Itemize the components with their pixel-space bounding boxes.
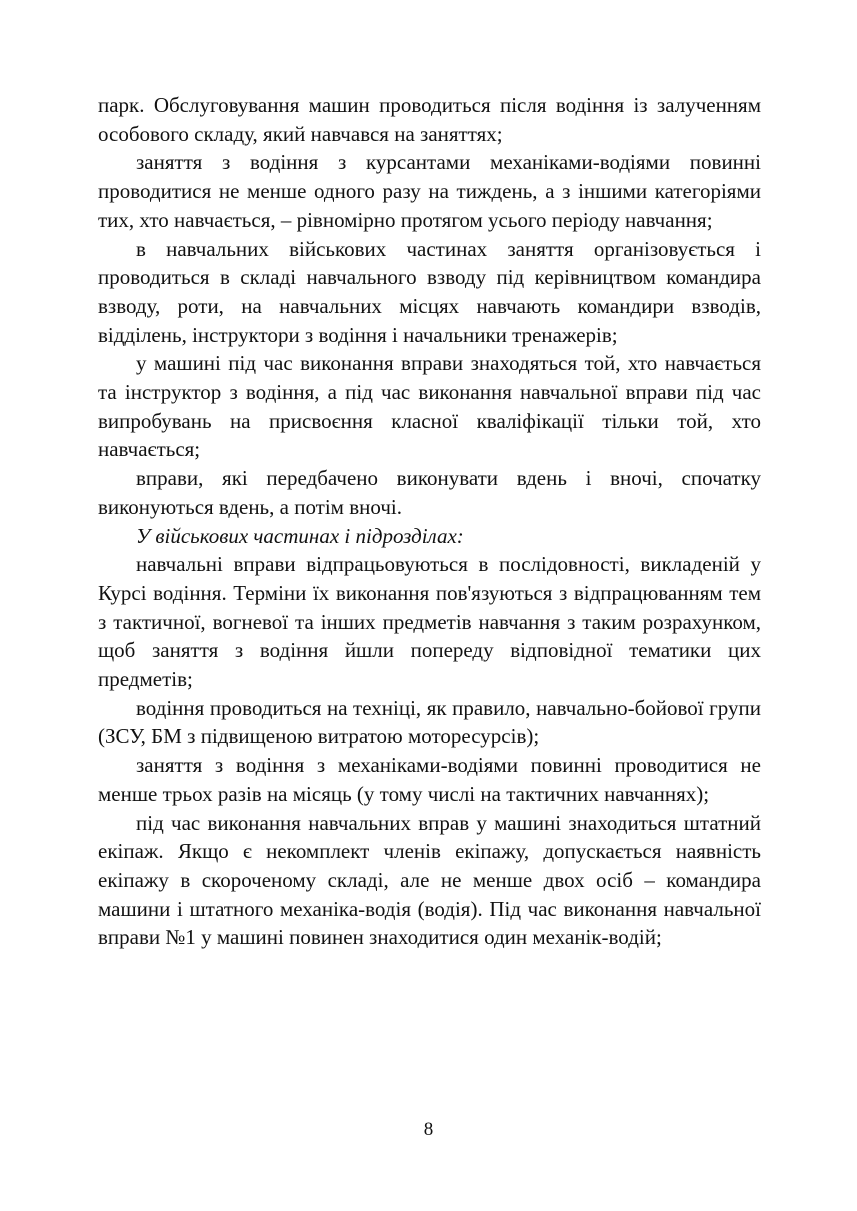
paragraph: у машині під час виконання вправи знаходяться той, хто навчається та інструктор з водіння, а під час виконання навчальної вправи під час випробувань на присвоєння класної кваліфікації тільки той, хто навчається; [98, 351, 761, 462]
page-number: 8 [423, 1119, 434, 1140]
paragraph: заняття з водіння з механіками-водіями повинні проводитися не менше трьох разів на місяць (у тому числі на тактичних навчаннях); [98, 753, 761, 806]
paragraph: навчальні вправи відпрацьовуються в послідовності, викладеній у Курсі водіння. Терміни їх виконання пов'язуються з відпрацюванням тем з тактичної, вогневої та інших предметів навчання з таким розрахунком, щоб заняття з водіння йшли попереду відповідної тематики цих предметів; [98, 552, 761, 692]
paragraph: водіння проводиться на техніці, як правило, навчально-бойової групи (ЗСУ, БМ з підвищеною витратою моторесурсів); [98, 695, 761, 749]
paragraph: заняття з водіння з курсантами механіками-водіями повинні проводитися не менше одного разу на тиждень, а з іншими категоріями тих, хто навчається, – рівномірно протягом усього періоду навчання; [98, 150, 761, 232]
section-subheading: У військових частинах і підрозділах: [136, 523, 464, 548]
paragraph: під час виконання навчальних вправ у машині знаходиться штатний екіпаж. Якщо є некомплект членів екіпажу, допускається наявність екіпажу в скороченому складі, але не менше двох осіб – командира машини і штатного механіка-водія (водія). Під час виконання навчальної вправи №1 у машині повинен знаходитися один механік-водій; [98, 810, 761, 950]
paragraph: вправи, які передбачено виконувати вдень і вночі, спочатку виконуються вдень, а потім вночі. [98, 466, 761, 519]
document-body [98, 91, 761, 952]
paragraph: в навчальних військових частинах заняття організовується і проводиться в складі навчального взводу під керівництвом командира взводу, роти, на навчальних місцях навчають командири взводів, відділень, інструктори з водіння і начальники тренажерів; [98, 236, 761, 347]
paragraph: парк. Обслуговування машин проводиться після водіння із залученням особового складу, який навчався на заняттях; [98, 93, 761, 146]
